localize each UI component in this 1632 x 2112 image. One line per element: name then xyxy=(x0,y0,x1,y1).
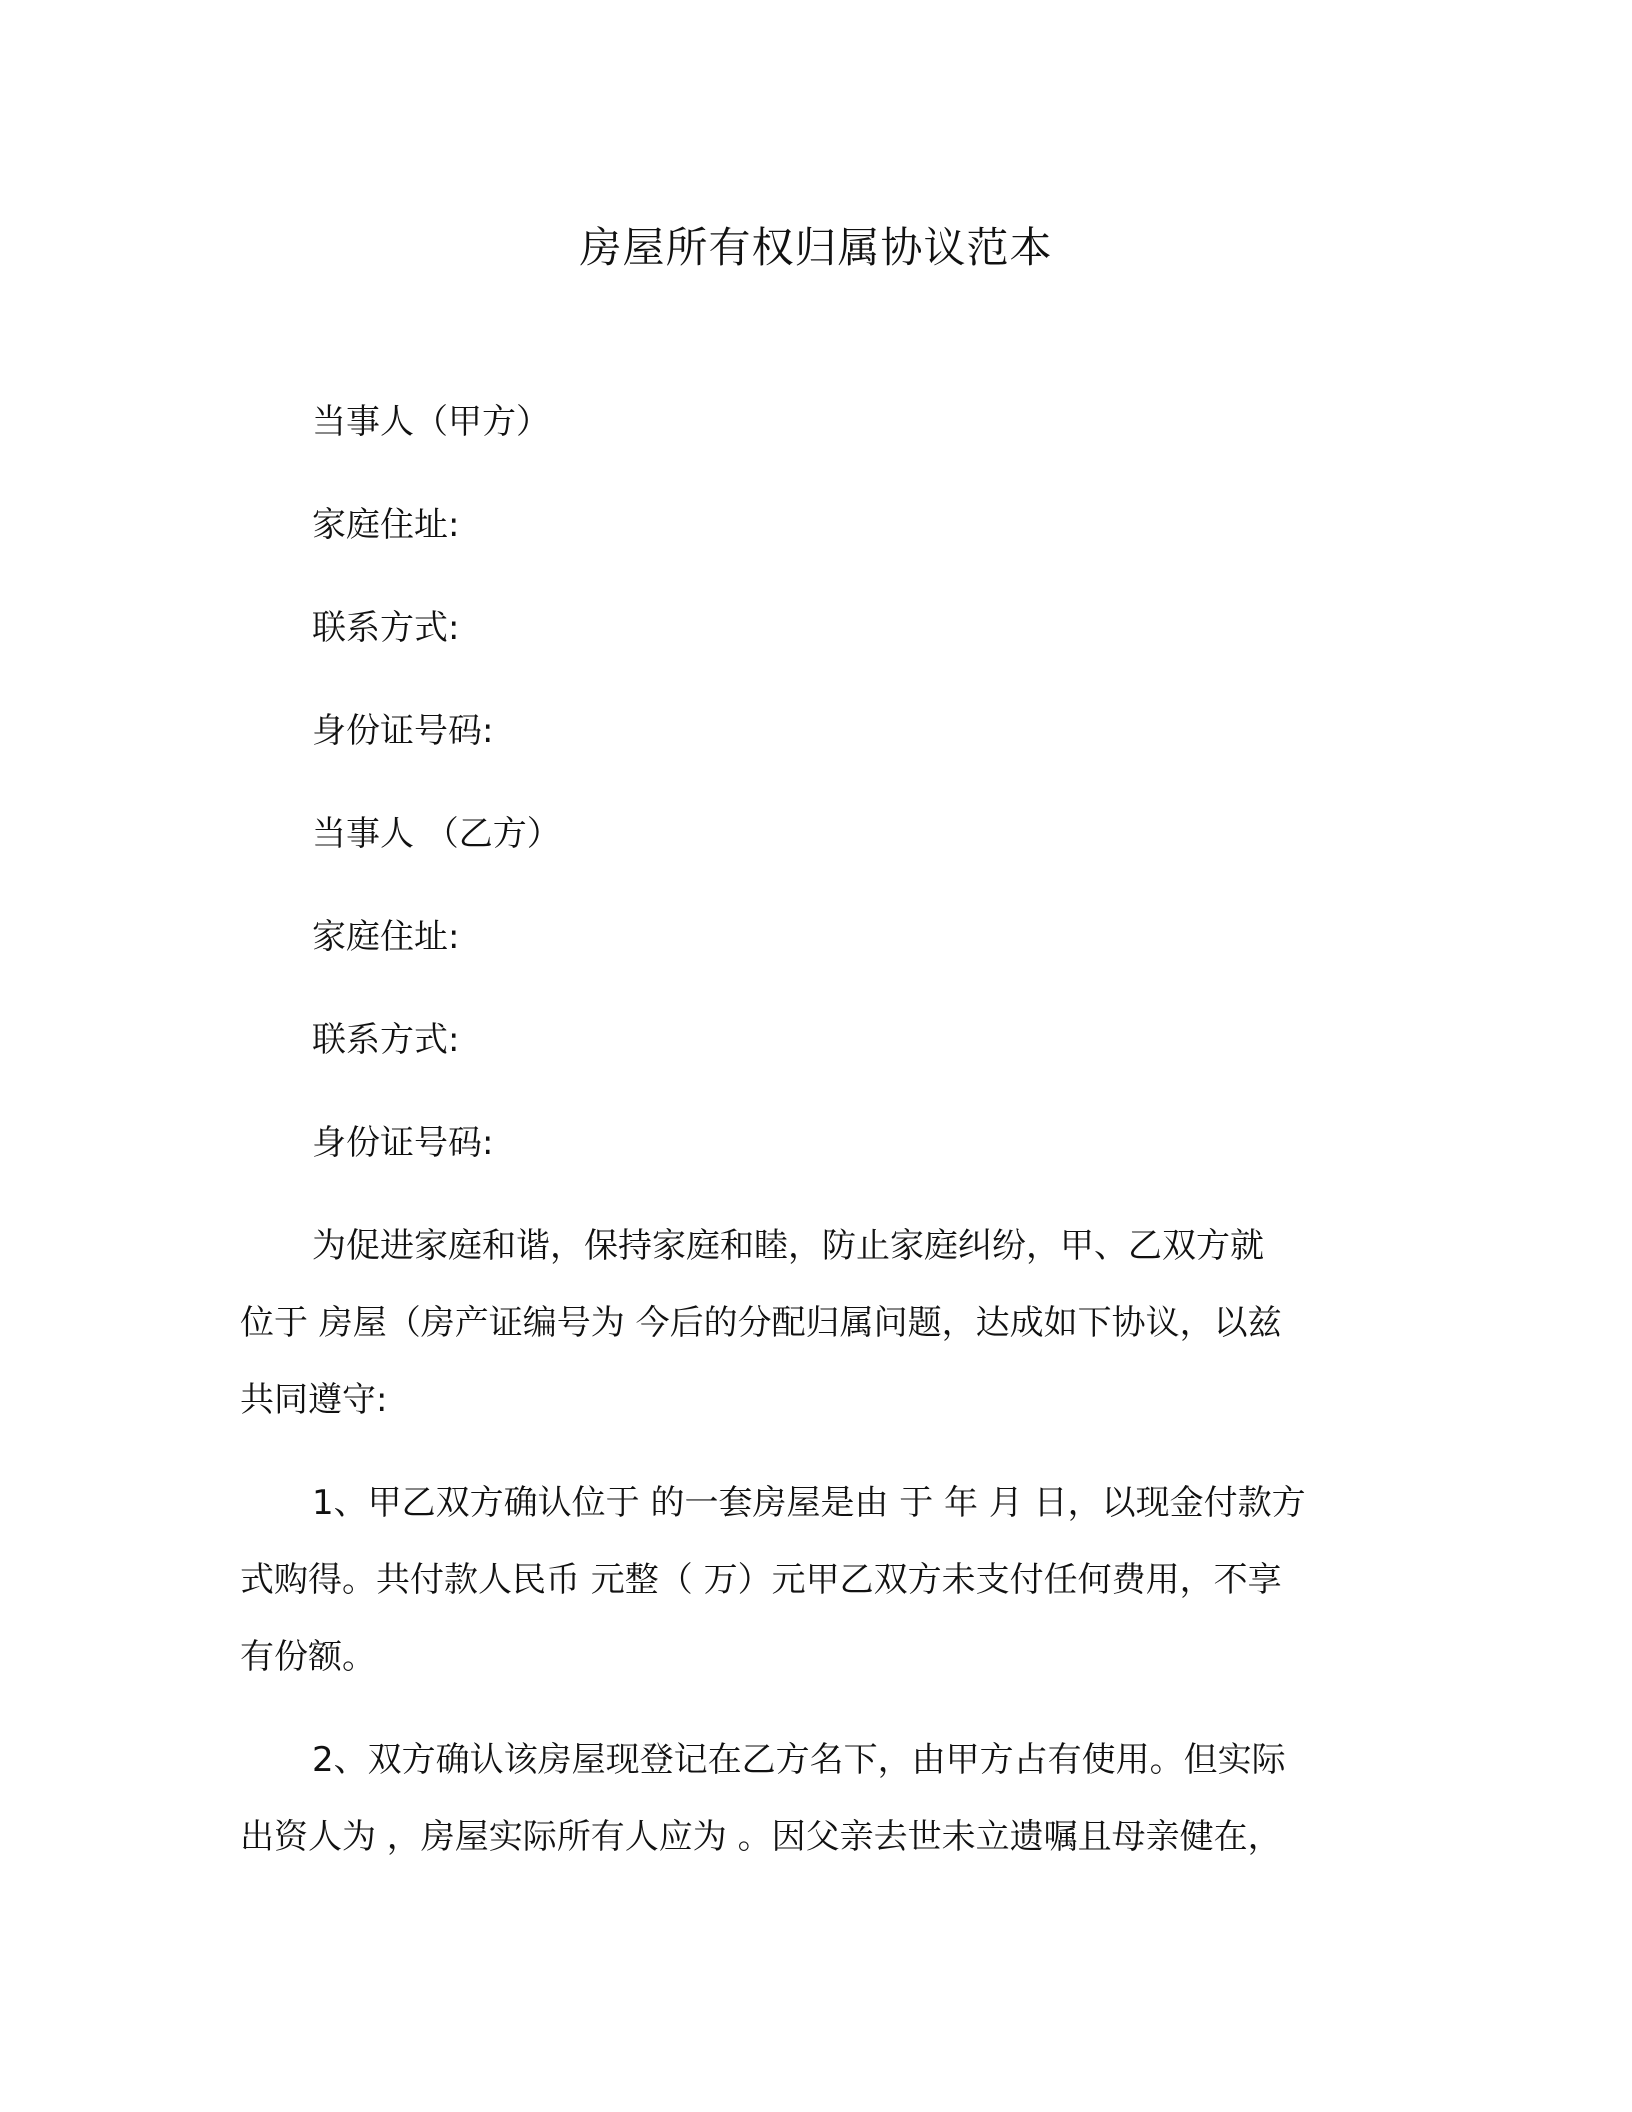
intro-line: 为促进家庭和谐，保持家庭和睦，防止家庭纠纷，甲、乙双方就 xyxy=(312,1226,1264,1266)
clause-1-paragraph xyxy=(240,1478,1370,1709)
intro-paragraph xyxy=(240,1221,1370,1452)
party-b-address-label: 家庭住址: xyxy=(312,917,460,957)
party-a-heading: 当事人（甲方） xyxy=(312,402,550,442)
party-b-heading: 当事人 （乙方） xyxy=(312,814,561,854)
party-a-address-label: 家庭住址: xyxy=(312,505,460,545)
clause-1-line: 1、甲乙双方确认位于 的一套房屋是由 于 年 月 日，以现金付款方 xyxy=(312,1483,1306,1523)
clause-2-paragraph xyxy=(240,1735,1370,1889)
party-b-contact-label: 联系方式: xyxy=(312,1020,460,1060)
clause-1-line: 式购得。共付款人民币 元整（ 万）元甲乙双方未支付任何费用，不享 xyxy=(240,1560,1282,1600)
clause-2-line: 2、双方确认该房屋现登记在乙方名下，由甲方占有使用。但实际 xyxy=(312,1740,1286,1780)
party-a-contact-label: 联系方式: xyxy=(312,608,460,648)
party-a-id-label: 身份证号码: xyxy=(312,711,494,751)
clause-1-line: 有份额。 xyxy=(240,1637,376,1677)
document-title: 房屋所有权归属协议范本 xyxy=(579,223,1053,272)
intro-line: 共同遵守: xyxy=(240,1380,388,1420)
party-b-id-label: 身份证号码: xyxy=(312,1123,494,1163)
intro-line: 位于 房屋（房产证编号为 今后的分配归属问题，达成如下协议，以兹 xyxy=(240,1303,1282,1343)
clause-2-line: 出资人为 ，房屋实际所有人应为 。因父亲去世未立遗嘱且母亲健在， xyxy=(240,1817,1282,1857)
